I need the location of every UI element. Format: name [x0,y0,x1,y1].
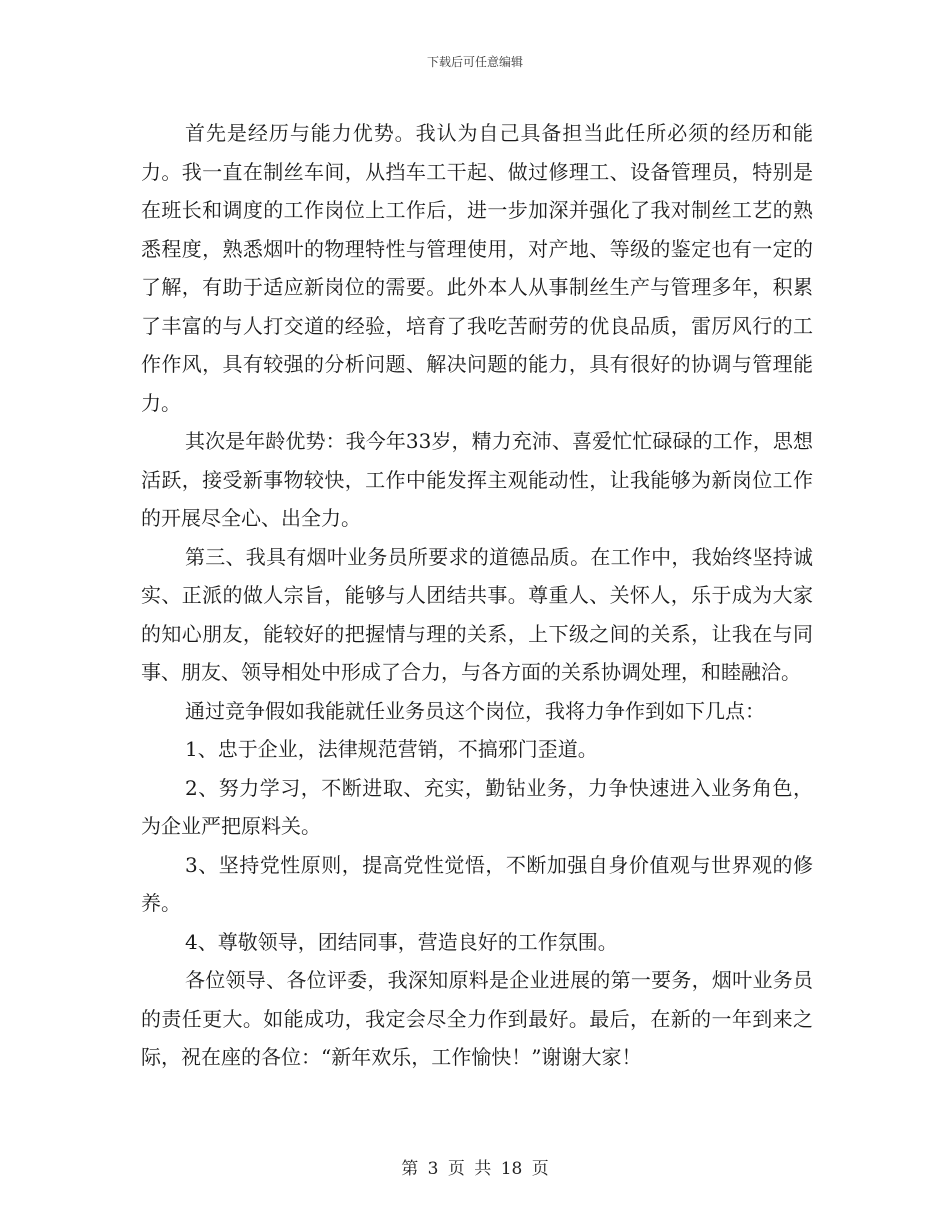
paragraph-age: 其次是年龄优势：我今年33岁，精力充沛、喜爱忙忙碌碌的工作，思想活跃，接受新事物较快，工作中能发挥主观能动性，让我能够为新岗位工作的开展尽全心、出全力。 [141,429,813,530]
paragraph-closing: 各位领导、各位评委，我深知原料是企业进展的第一要务，烟叶业务员的责任更大。如能成功，我定会尽全力作到最好。最后，在新的一年到来之际，祝在座的各位：“新年欢乐，工作愉快！”谢谢大家！ [141,968,813,1069]
document-body [141,114,813,1077]
paragraph-point-3: 3、坚持党性原则，提高党性觉悟，不断加强自身价值观与世界观的修养。 [141,852,813,915]
paragraph-commitment-intro: 通过竞争假如我能就任业务员这个岗位，我将力争作到如下几点： [185,698,765,723]
paragraph-point-4: 4、尊敬领导，团结同事，营造良好的工作氛围。 [185,929,618,954]
paragraph-ethics: 第三、我具有烟叶业务员所要求的道德品质。在工作中，我始终坚持诚实、正派的做人宗旨，能够与人团结共事。尊重人、关怀人，乐于成为大家的知心朋友，能较好的把握情与理的关系，上下级之间的关系，让我在与同事、朋友、领导相处中形成了合力，与各方面的关系协调处理，和睦融洽。 [141,544,813,684]
paragraph-point-1: 1、忠于企业，法律规范营销，不搞邪门歪道。 [185,737,598,761]
page-number-footer: 第 3 页 共 18 页 [401,1159,549,1179]
page-header: 下载后可任意编辑 [426,55,523,69]
paragraph-point-2: 2、努力学习，不断进取、充实，勤钻业务，力争快速进入业务角色，为企业严把原料关。 [141,775,813,838]
paragraph-experience: 首先是经历与能力优势。我认为自己具备担当此任所必须的经历和能力。我一直在制丝车间，从挡车工干起、做过修理工、设备管理员，特别是在班长和调度的工作岗位上工作后，进一步加深并强化了我对制丝工艺的熟悉程度，熟悉烟叶的物理特性与管理使用，对产地、等级的鉴定也有一定的了解，有助于适应新岗位的需要。此外本人从事制丝生产与管理多年，积累了丰富的与人打交道的经验，培育了我吃苦耐劳的优良品质，雷厉风行的工作作风，具有较强的分析问题、解决问题的能力，具有很好的协调与管理能力。 [141,121,813,415]
